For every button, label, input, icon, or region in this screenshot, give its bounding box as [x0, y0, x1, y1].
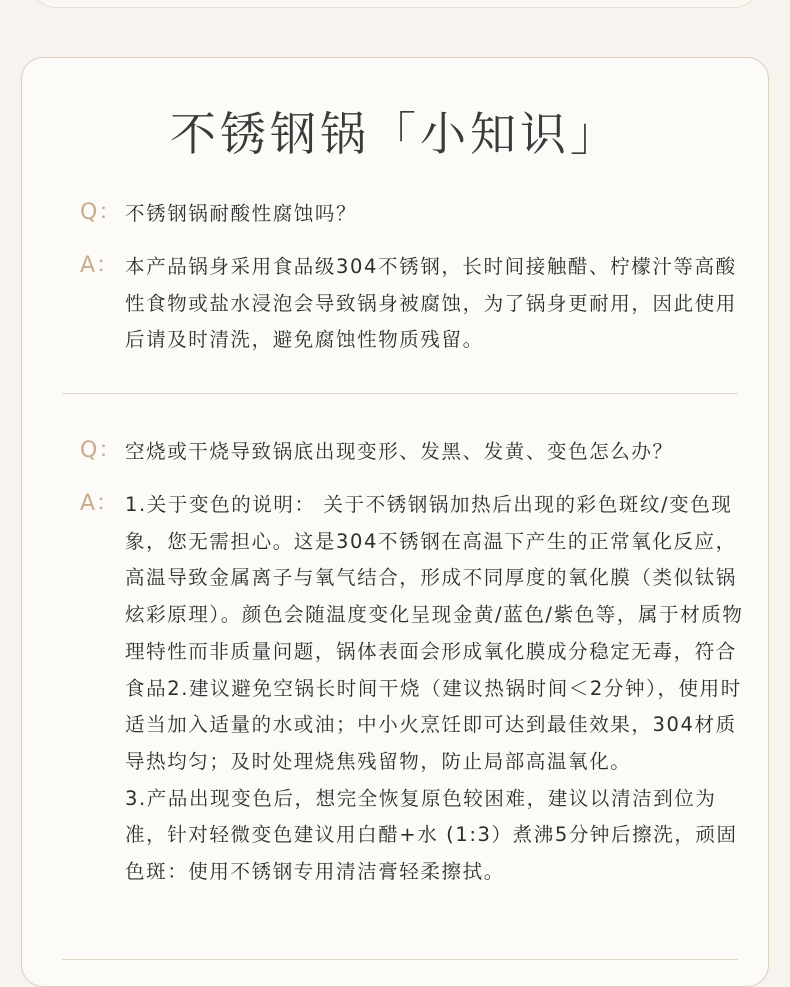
a-label: A： — [80, 491, 120, 516]
answer-paragraph: 1.关于变色的说明： 关于不锈钢锅加热后出现的彩色斑纹/变色现象，您无需担心。这是304不锈钢在高温下产生的正常氧化反应，高温导致金属离子与氧气结合，形成不同厚度的氧化膜（类似钛锅炫彩原理）。颜色会随温度变化呈现金黄/蓝色/紫色等，属于材质物理特性而非质量问题，锅体表面会形成氧化膜成分稳定无毒，符合食品2.建议避免空锅长时间干烧（建议热锅时间＜2分钟），使用时适当加入适量的水或油；中小火烹饪即可达到最佳效果，304材质导热均匀；及时处理烧焦残留物，防止局部高温氧化。 — [125, 493, 744, 773]
divider — [62, 393, 738, 394]
answer-paragraph: 本产品锅身采用食品级304不锈钢，长时间接触醋、柠檬汁等高酸性食物或盐水浸泡会导致锅身被腐蚀，为了锅身更耐用，因此使用后请及时清洗，避免腐蚀性物质残留。 — [125, 255, 737, 352]
question-text: 不锈钢锅耐酸性腐蚀吗？ — [125, 202, 358, 225]
answer-paragraph: 3.产品出现变色后，想完全恢复原色较困难，建议以清洁到位为准，针对轻微变色建议用白醋+水 (1:3）煮沸5分钟后擦洗，顽固色斑：使用不锈钢专用清洁膏轻柔擦拭。 — [125, 786, 738, 884]
answer-text — [125, 249, 745, 359]
q-label: Q： — [80, 438, 122, 463]
page-title: 不锈钢锅「小知识」 — [170, 107, 620, 161]
answer-text — [125, 487, 745, 891]
question-text: 空烧或干烧导致锅底出现变形、发黑、发黄、变色怎么办？ — [125, 440, 674, 463]
top-panel — [30, 0, 760, 8]
q-label: Q： — [80, 200, 122, 225]
divider — [62, 959, 738, 960]
a-label: A： — [80, 253, 120, 278]
